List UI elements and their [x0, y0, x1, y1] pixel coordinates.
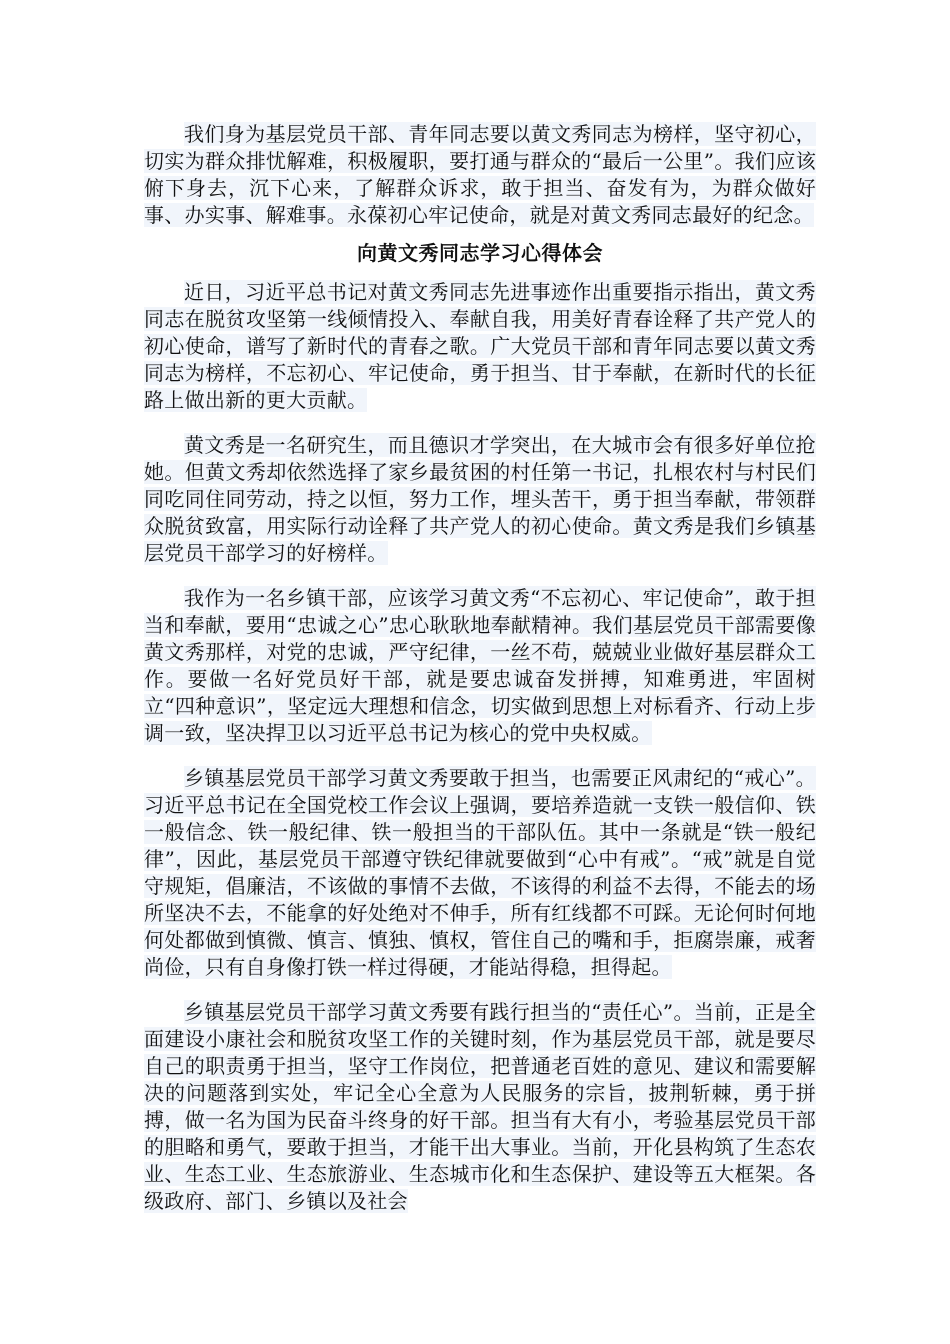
body-paragraph-4	[144, 765, 816, 981]
paragraph-gap	[144, 414, 816, 432]
body-paragraph-3-text: 我作为一名乡镇干部，应该学习黄文秀“不忘初心、牢记使命”，敢于担当和奉献，要用“忠诚之心”忠心耿耿地奉献精神。我们基层党员干部需要像黄文秀那样，对党的忠诚，严守纪律，一丝不苟，兢兢业业做好基层群众工作。要做一名好党员好干部，就是要忠诚奋发拼搏，知难勇进，牢固树立“四种意识”，坚定远大理想和信念，切实做到思想上对标看齐、行动上步调一致，坚决捍卫以习近平总书记为核心的党中央权威。	[144, 586, 816, 745]
paragraph-gap	[144, 981, 816, 999]
intro-paragraph-text: 我们身为基层党员干部、青年同志要以黄文秀同志为榜样，坚守初心，切实为群众排忧解难，积极履职，要打通与群众的“最后一公里”。我们应该俯下身去，沉下心来，了解群众诉求，敢于担当、奋发有为，为群众做好事、办实事、解难事。永葆初心牢记使命，就是对黄文秀同志最好的纪念。	[144, 122, 816, 227]
document-page	[144, 121, 816, 1215]
paragraph-gap	[144, 747, 816, 765]
body-paragraph-1-text: 近日，习近平总书记对黄文秀同志先进事迹作出重要指示指出，黄文秀同志在脱贫攻坚第一线倾情投入、奉献自我，用美好青春诠释了共产党人的初心使命，谱写了新时代的青春之歌。广大党员干部和青年同志要以黄文秀同志为榜样，不忘初心、牢记使命，勇于担当、甘于奉献，在新时代的长征路上做出新的更大贡献。	[144, 280, 816, 412]
body-paragraph-4-text: 乡镇基层党员干部学习黄文秀要敢于担当，也需要正风肃纪的“戒心”。习近平总书记在全国党校工作会议上强调，要培养造就一支铁一般信仰、铁一般信念、铁一般纪律、铁一般担当的干部队伍。其中一条就是“铁一般纪律”，因此，基层党员干部遵守铁纪律就要做到“心中有戒”。“戒”就是自觉守规矩，倡廉洁，不该做的事情不去做，不该得的利益不去得，不能去的场所坚决不去，不能拿的好处绝对不伸手，所有红线都不可踩。无论何时何地何处都做到慎微、慎言、慎独、慎权，管住自己的嘴和手，拒腐崇廉，戒奢尚俭，只有自身像打铁一样过得硬，才能站得稳，担得起。	[144, 766, 816, 979]
body-paragraph-5	[144, 999, 816, 1215]
body-paragraph-5-text: 乡镇基层党员干部学习黄文秀要有践行担当的“责任心”。当前，正是全面建设小康社会和脱贫攻坚工作的关键时刻，作为基层党员干部，就是要尽自己的职责勇于担当，坚守工作岗位，把普通老百姓的意见、建议和需要解决的问题落到实处，牢记全心全意为人民服务的宗旨，披荆斩棘，勇于拼搏，做一名为国为民奋斗终身的好干部。担当有大有小，考验基层党员干部的胆略和勇气，要敢于担当，才能干出大事业。当前，开化县构筑了生态农业、生态工业、生态旅游业、生态城市化和生态保护、建设等五大框架。各级政府、部门、乡镇以及社会	[144, 1000, 816, 1213]
intro-paragraph	[144, 121, 816, 229]
body-paragraph-2	[144, 432, 816, 567]
body-paragraph-1	[144, 279, 816, 414]
paragraph-gap	[144, 567, 816, 585]
body-paragraph-2-text: 黄文秀是一名研究生，而且德识才学突出，在大城市会有很多好单位抢她。但黄文秀却依然选择了家乡最贫困的村任第一书记，扎根农村与村民们同吃同住同劳动，持之以恒，努力工作，埋头苦干，勇于担当奉献，带领群众脱贫致富，用实际行动诠释了共产党人的初心使命。黄文秀是我们乡镇基层党员干部学习的好榜样。	[144, 433, 816, 565]
article-title: 向黄文秀同志学习心得体会	[357, 241, 603, 265]
body-paragraph-3	[144, 585, 816, 747]
